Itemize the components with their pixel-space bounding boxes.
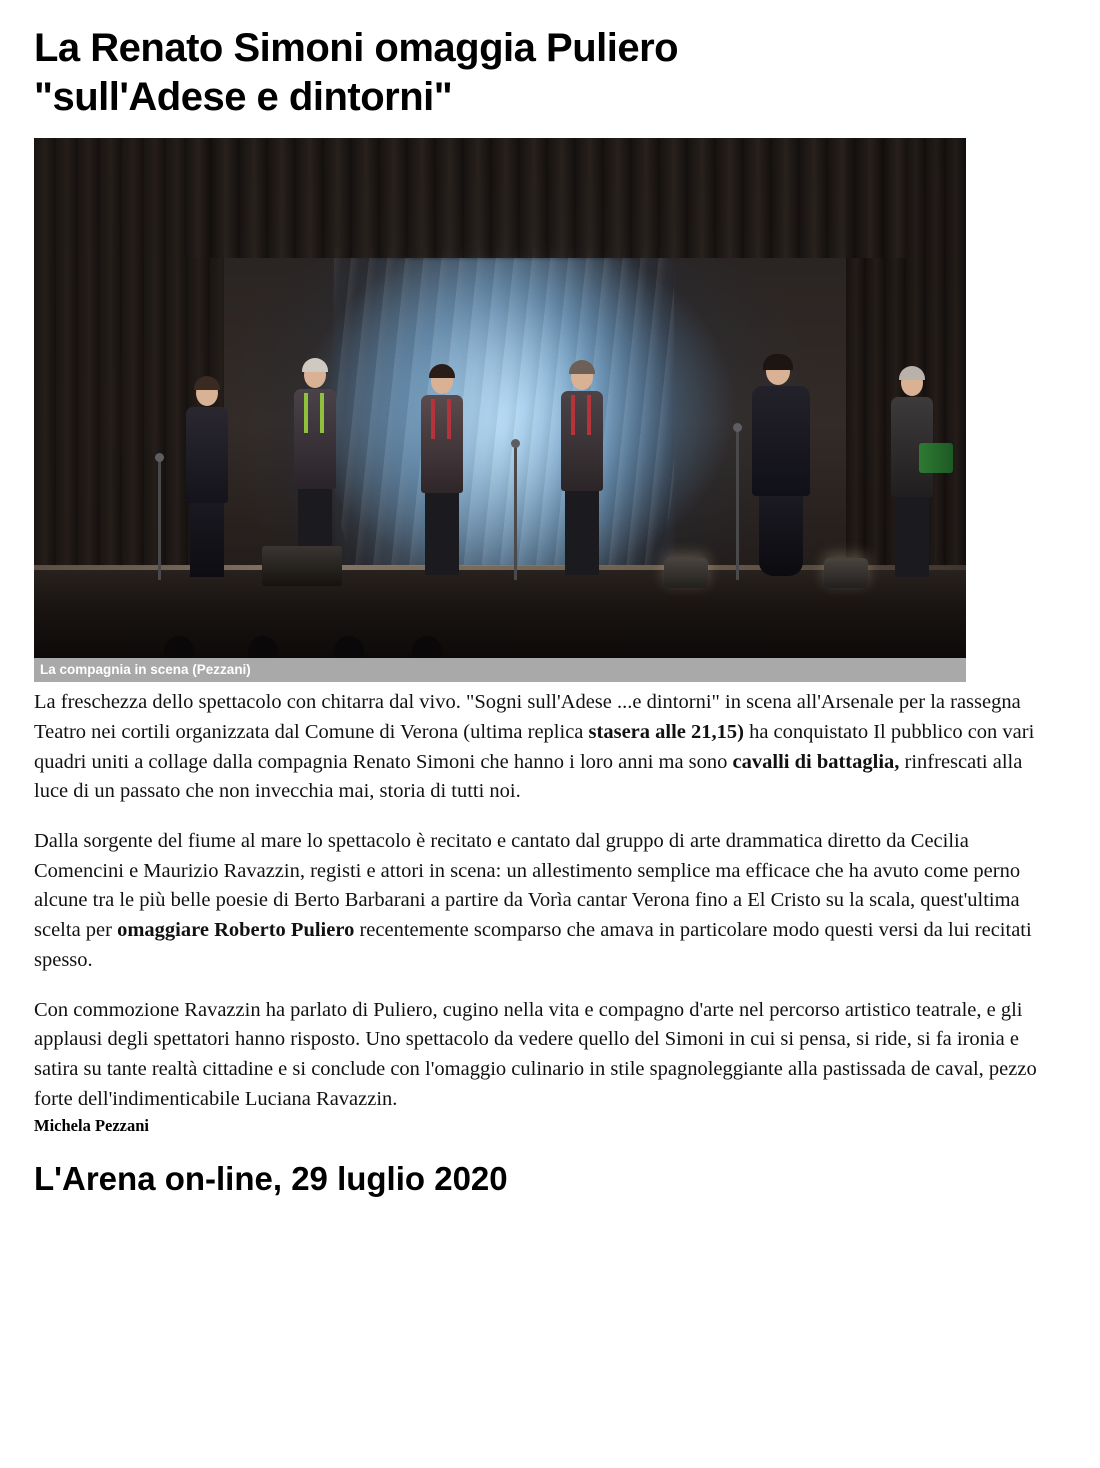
performer-1 <box>184 380 230 580</box>
suspender-left <box>431 399 435 439</box>
suspender-right <box>447 399 451 439</box>
article-byline: Michela Pezzani <box>34 1116 150 1136</box>
performer-5-singer <box>752 358 810 580</box>
stage-floor-light-2 <box>824 558 868 588</box>
performer-torso <box>752 386 810 496</box>
performer-torso <box>186 407 228 503</box>
stage-monitor-speaker <box>262 546 342 586</box>
headline-line-1: La Renato Simoni omaggia Puliero <box>34 26 679 70</box>
performer-6-musician <box>889 370 935 580</box>
paragraph-1-text-1: La freschezza dello spettacolo con chitarra dal vivo. "Sogni sull'Adese ...e dintorni" in scena all'Arsenale per la rassegna Teatro nei cortili organizzata dal Comune di Verona (ultima replica <box>34 691 1021 743</box>
photo-curtain-top <box>184 138 906 258</box>
performer-torso <box>294 389 336 489</box>
performer-torso <box>891 397 933 497</box>
article-paragraph-3: Con commozione Ravazzin ha parlato di Puliero, cugino nella vita e compagno d'arte nel percorso artistico teatrale, e gli applausi degli spettatori hanno risposto. Uno spettacolo da vedere quello del Simoni in cui si pensa, si ride, si fa ironia e satira su tante realtà cittadine e si conclude con l'omaggio culinario in stile spagnoleggiante alla pastissada de caval, pezzo forte dell'indimenticabile Luciana Ravazzin. <box>34 998 1037 1110</box>
stage-floor-light-1 <box>664 558 708 588</box>
performer-3 <box>419 368 465 580</box>
page-title <box>34 24 1066 122</box>
performer-legs <box>895 497 929 577</box>
paragraph-1-bold-2: cavalli di battaglia, <box>732 750 900 773</box>
performer-legs <box>565 491 599 575</box>
paragraph-1-text-3: rinfrescati alla luce di un passato che non invecchia mai, storia di tutti noi. <box>34 750 1023 803</box>
performer-torso <box>421 395 463 493</box>
paragraph-1-text-2: ha conquistato Il pubblico con vari quadri uniti a collage dalla compagnia Renato Simoni che hanno i loro anni ma sono <box>34 720 1035 773</box>
suspender-right <box>320 393 324 433</box>
performer-legs <box>425 493 459 575</box>
paragraph-2-text-1: Dalla sorgente del fiume al mare lo spettacolo è recitato e cantato dal gruppo di arte drammatica diretto da Cecilia Comencini e Maurizio Ravazzin, registi e attori in scena: un allestimento semplice ma efficace che ha avuto come perno alcune tra le più belle poesie di Berto Barbarani a partire da Vorìa cantar Verona fino a El Cristo su la scala, quest'ultima scelta per <box>34 830 1021 942</box>
accordion-icon <box>919 443 953 473</box>
microphone-head-left <box>155 453 164 462</box>
microphone-head-singer <box>733 423 742 432</box>
microphone-stand-center <box>514 445 517 580</box>
paragraph-1-bold-1: stasera alle 21,15) <box>588 720 744 743</box>
suspender-left <box>304 393 308 433</box>
article-paragraph-1 <box>34 688 1044 807</box>
performer-legs <box>759 496 803 576</box>
paragraph-2-text-2: recentemente scomparso che amava in particolare modo questi versi da lui recitati spesso. <box>34 919 1032 971</box>
article-figure <box>34 138 966 683</box>
paragraph-2-bold-1: omaggiare Roberto Puliero <box>117 919 355 942</box>
article-body <box>34 688 1044 1198</box>
stage-photo <box>34 138 966 658</box>
performer-hair <box>763 354 793 370</box>
article-source: L'Arena on-line, 29 luglio 2020 <box>34 1160 508 1198</box>
performer-torso <box>561 391 603 491</box>
performer-legs <box>190 503 224 577</box>
article-paragraph-2 <box>34 827 1044 976</box>
suspender-left <box>571 395 575 435</box>
microphone-stand-singer <box>736 430 739 580</box>
headline-line-2: "sull'Adese e dintorni" <box>34 74 453 119</box>
performer-4 <box>559 364 605 580</box>
microphone-head-center <box>511 439 520 448</box>
microphone-stand-left <box>158 460 161 580</box>
suspender-right <box>587 395 591 435</box>
figure-caption: La compagnia in scena (Pezzani) <box>34 658 966 683</box>
